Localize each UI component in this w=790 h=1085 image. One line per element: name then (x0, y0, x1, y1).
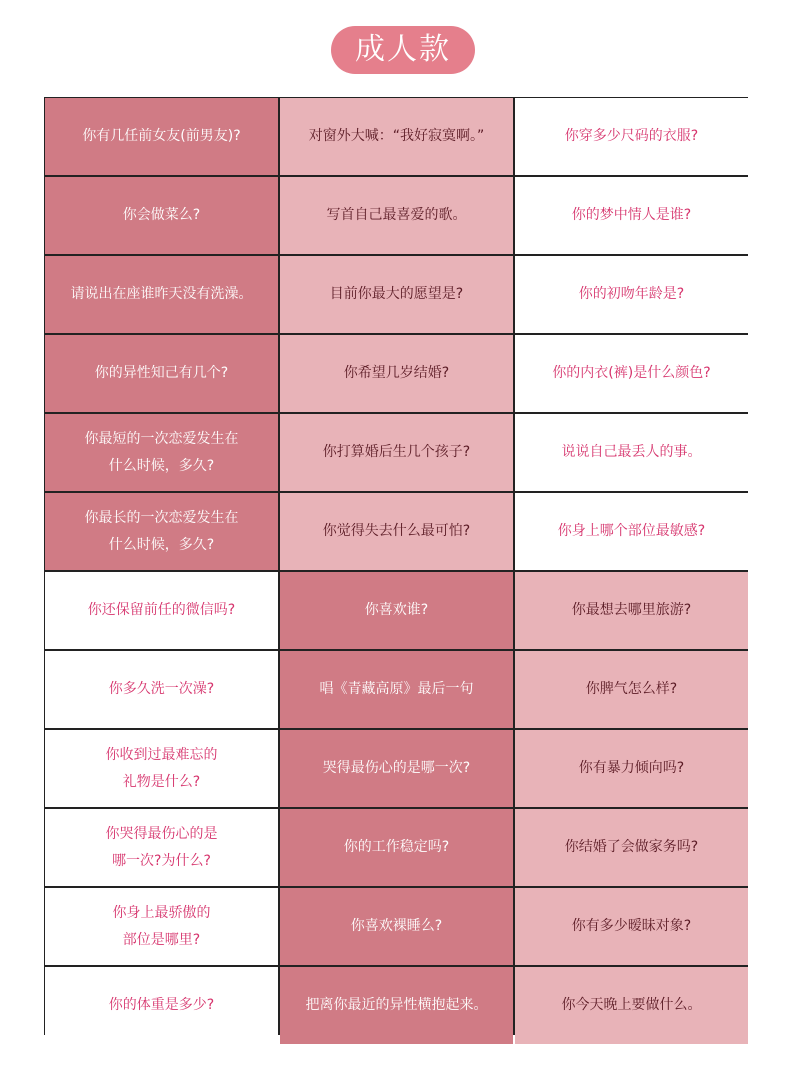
question-cell: 你的梦中情人是谁? (515, 177, 748, 254)
question-cell: 你最想去哪里旅游? (515, 572, 748, 649)
question-cell: 你最短的一次恋爱发生在 什么时候，多久? (45, 414, 278, 491)
question-cell: 你今天晚上要做什么。 (515, 967, 748, 1044)
question-cell: 你的体重是多少? (45, 967, 278, 1044)
question-cell: 哭得最伤心的是哪一次? (280, 730, 513, 807)
question-cell: 你身上哪个部位最敏感? (515, 493, 748, 570)
question-cell: 你希望几岁结婚? (280, 335, 513, 412)
question-cell: 你喜欢谁? (280, 572, 513, 649)
question-cell: 你的异性知己有几个? (45, 335, 278, 412)
question-cell: 对窗外大喊：“我好寂寞啊。” (280, 98, 513, 175)
question-cell: 你哭得最伤心的是 哪一次?为什么? (45, 809, 278, 886)
question-cell: 你身上最骄傲的 部位是哪里? (45, 888, 278, 965)
question-cell: 你的初吻年龄是? (515, 256, 748, 333)
question-cell: 你脾气怎么样? (515, 651, 748, 728)
question-cell: 你的内衣(裤)是什么颜色? (515, 335, 748, 412)
question-cell: 你喜欢裸睡么? (280, 888, 513, 965)
question-grid (44, 97, 748, 1035)
question-cell: 唱《青藏高原》最后一句 (280, 651, 513, 728)
question-cell: 你还保留前任的微信吗? (45, 572, 278, 649)
question-cell: 你结婚了会做家务吗? (515, 809, 748, 886)
question-cell: 你的工作稳定吗? (280, 809, 513, 886)
question-cell: 你有几任前女友(前男友)? (45, 98, 278, 175)
question-cell: 你觉得失去什么最可怕? (280, 493, 513, 570)
question-cell: 把离你最近的异性横抱起来。 (280, 967, 513, 1044)
question-cell: 你穿多少尺码的衣服? (515, 98, 748, 175)
question-cell: 写首自己最喜爱的歌。 (280, 177, 513, 254)
question-cell: 你多久洗一次澡? (45, 651, 278, 728)
question-cell: 你收到过最难忘的 礼物是什么? (45, 730, 278, 807)
question-cell: 你有多少暧昧对象? (515, 888, 748, 965)
question-cell: 你有暴力倾向吗? (515, 730, 748, 807)
question-cell: 你会做菜么? (45, 177, 278, 254)
question-cell: 你最长的一次恋爱发生在 什么时候，多久? (45, 493, 278, 570)
question-cell: 你打算婚后生几个孩子? (280, 414, 513, 491)
question-cell: 目前你最大的愿望是? (280, 256, 513, 333)
question-cell: 说说自己最丢人的事。 (515, 414, 748, 491)
page-title: 成人款 (331, 26, 475, 74)
question-cell: 请说出在座谁昨天没有洗澡。 (45, 256, 278, 333)
